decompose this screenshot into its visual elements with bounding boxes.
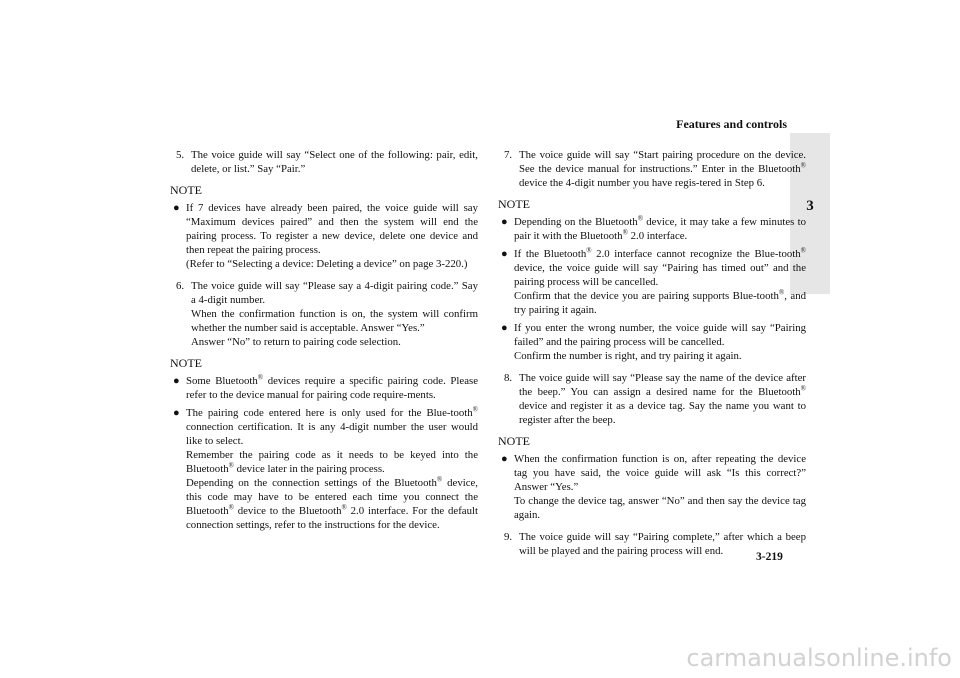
registered-mark: ® [228, 461, 234, 470]
note-text: To change the device tag, answer “No” and then say the device tag again. [514, 495, 806, 521]
page-number: 3-219 [756, 551, 783, 563]
note-block [500, 215, 806, 363]
registered-mark: ® [637, 214, 644, 223]
step-text: The voice guide will say “Select one of the following: pair, edit, delete, or list.” Say “Pair.” [191, 149, 478, 175]
note-heading: NOTE [170, 356, 202, 370]
note-text: The pairing code entered here is only used for the Blue-tooth [186, 407, 473, 419]
bullet-icon: ● [173, 375, 180, 387]
note-text: device, the voice guide will say “Pairing has timed out” and the pairing process will be cancelled. [514, 262, 806, 288]
bullet-icon: ● [501, 248, 508, 260]
note-text: When the confirmation function is on, after repeating the device tag you have said, the voice guide will ask “Is this correct?” Answer “Yes.” [514, 453, 806, 493]
chapter-number: 3 [806, 198, 814, 214]
registered-mark: ® [586, 246, 592, 255]
note-heading: NOTE [498, 434, 530, 448]
note-text: , and try pairing it again. [514, 290, 806, 316]
note-text: 2.0 interface cannot recognize the Blue-tooth [591, 248, 801, 260]
step-text: The voice guide will say “Start pairing procedure on the device. See the device manual for instructions.” Enter in the Bluetooth [519, 149, 806, 175]
step-text: device and register it as a device tag. Say the name you want to register after the beep. [519, 400, 806, 426]
note-text: Depending on the connection settings of the Bluetooth [186, 477, 437, 489]
bullet-icon: ● [173, 202, 180, 214]
note-text: If the Bluetooth [514, 248, 587, 260]
registered-mark: ® [436, 475, 443, 484]
watermark-link[interactable]: carmanualsonline.info [686, 644, 952, 672]
left-column [170, 148, 478, 540]
note-text: Depending on the Bluetooth [514, 216, 638, 228]
note-text: device, this code may have to be entered each time you connect the Bluetooth [186, 477, 479, 517]
note-text: Confirm that the device you are pairing supports Blue-tooth [514, 290, 779, 302]
note-item [500, 215, 806, 243]
note-text: connection certification. It is any 4-digit number the user would like to select. [186, 421, 478, 447]
bullet-icon: ● [173, 407, 180, 419]
note-text: devices require a specific pairing code. Please refer to the device manual for pairing code require-ments. [186, 375, 478, 401]
bullet-icon: ● [501, 453, 508, 465]
note-heading: NOTE [498, 197, 530, 211]
registered-mark: ® [257, 373, 264, 382]
step-text: device the 4-digit number you have regis-tered in Step 6. [519, 177, 765, 189]
step-text: The voice guide will say “Pairing complete,” after which a beep will be played and the pairing process will end. [519, 531, 806, 557]
note-text: device to the Bluetooth [233, 505, 342, 517]
running-header: Features and controls [676, 117, 787, 131]
step-number: 8. [504, 372, 513, 384]
step-text: When the confirmation function is on, the system will confirm whether the number said is acceptable. Answer “Yes.” [191, 308, 478, 334]
note-text: If you enter the wrong number, the voice guide will say “Pairing failed” and the pairing process will be cancelled. [514, 322, 806, 348]
note-heading: NOTE [170, 183, 202, 197]
registered-mark: ® [778, 288, 785, 297]
registered-mark: ® [800, 246, 806, 255]
note-text: 2.0 interface. [627, 230, 688, 242]
note-item [500, 452, 806, 522]
registered-mark: ® [800, 384, 806, 393]
step-number: 5. [176, 149, 185, 161]
note-item [500, 247, 806, 317]
registered-mark: ® [622, 228, 628, 237]
note-item [172, 201, 478, 271]
note-text: Confirm the number is right, and try pairing it again. [514, 350, 742, 362]
step-number: 9. [504, 531, 513, 543]
bullet-icon: ● [501, 322, 508, 334]
note-item [500, 321, 806, 363]
note-text: (Refer to “Selecting a device: Deleting a device” on page 3-220.) [186, 258, 468, 270]
registered-mark: ® [228, 503, 234, 512]
registered-mark: ® [341, 503, 347, 512]
bullet-icon: ● [501, 216, 508, 228]
note-text: Remember the pairing code as it needs to be keyed into the Bluetooth [186, 449, 478, 475]
step-5 [170, 148, 478, 176]
note-text: device later in the pairing process. [233, 463, 385, 475]
registered-mark: ® [800, 161, 806, 170]
registered-mark: ® [472, 405, 478, 414]
step-number: 6. [176, 280, 185, 292]
step-text: The voice guide will say “Please say the name of the device after the beep.” You can assign a desired name for the Bluetooth [519, 372, 806, 398]
step-6 [170, 279, 478, 349]
note-item [172, 406, 478, 532]
note-block [172, 201, 478, 271]
step-text: Answer “No” to return to pairing code selection. [191, 336, 401, 348]
note-text: 2.0 interface. For the default connection settings, refer to the instructions for the device. [186, 505, 478, 531]
note-text: If 7 devices have already been paired, the voice guide will say “Maximum devices paired” and then the system will end the pairing process. To register a new device, delete one device and then repeat the pairing process. [186, 202, 478, 256]
step-7 [498, 148, 806, 190]
note-text: Some Bluetooth [186, 375, 258, 387]
note-block [500, 452, 806, 522]
note-block [172, 374, 478, 532]
step-8 [498, 371, 806, 427]
note-text: device, it may take a few minutes to pair it with the Bluetooth [514, 216, 806, 242]
right-column [498, 148, 806, 565]
step-number: 7. [504, 149, 513, 161]
note-item [172, 374, 478, 402]
step-text: The voice guide will say “Please say a 4-digit pairing code.” Say a 4-digit number. [191, 280, 478, 306]
